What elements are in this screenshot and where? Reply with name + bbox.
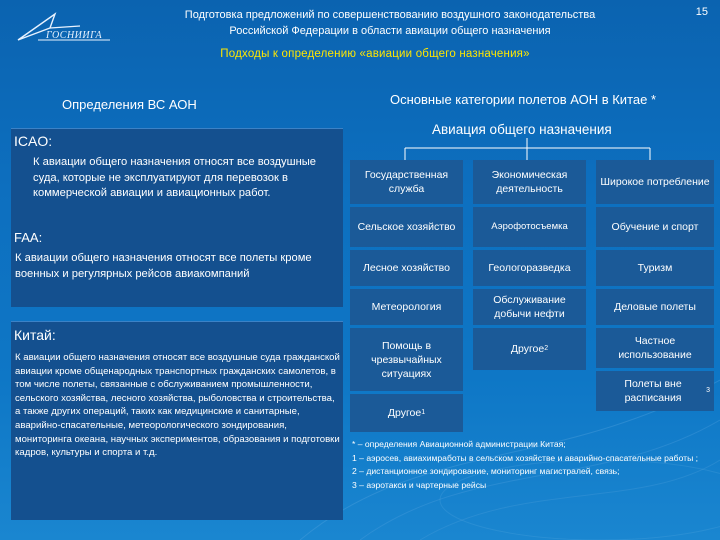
footnote-2: 2 – дистанционное зондирование, мониторинг магистралей, связь; (352, 466, 620, 476)
col2-item-oil: Обслуживание добычи нефти (473, 289, 586, 325)
logo-text: ГОСНИИГА (46, 30, 103, 41)
col1-other-label: Другое (387, 407, 422, 419)
col1-item-forestry: Лесное хозяйство (350, 250, 463, 286)
china-label: Китай: (14, 327, 56, 343)
col3-item-tourism: Туризм (596, 250, 714, 286)
footnote-3: 3 – аэротакси и чартерные рейсы (352, 479, 487, 490)
col3-item-unscheduled: Полеты вне расписания 3 (596, 371, 714, 411)
col2-title: Экономическая деятельность (473, 160, 586, 204)
faa-label: FAA: (14, 230, 43, 245)
icao-label: ICAO: (14, 133, 53, 149)
col3-item-private: Частное использование (596, 328, 714, 368)
col3-item-business: Деловые полеты (596, 289, 714, 325)
faa-definition: К авиации общего назначения относят все полеты кроме военных и регулярных рейсов авиакомпаний (15, 252, 312, 280)
footnote-asterisk: * – определения Авиационной администрации Китая; (352, 439, 566, 449)
col1-item-other: Другое 1 (350, 394, 463, 432)
china-definition: К авиации общего назначения относят все воздушные суда гражданской авиации кроме общенародных транспортных гражданских самолетов, в том числе полеты, связанные с обслуживанием промышленности, сельского хозяйства, лесного хозяйства, рыболовства и строительства, а также других операций, таких как медицинские и санитарные, аварийно-спасательные, метеорологического зондирования, мониторинга океана, научных экспериментов, образования и подготовки кадров, культуры и спорта и т.д. (15, 352, 340, 459)
col3-unscheduled-label: Полеты вне расписания (624, 378, 682, 404)
category-heading: Авиация общего назначения (432, 122, 612, 137)
icao-definition: К авиации общего назначения относят все воздушные суда, которые не эксплуатируют для перевозок в коммерческой авиации и авиационных работ. (33, 156, 317, 199)
col1-item-meteorology: Метеорология (350, 289, 463, 325)
col3-title: Широкое потребление (596, 160, 714, 204)
header-title-line2: Российской Федерации в области авиации общего назначения (229, 25, 551, 37)
col2-item-aerial-photo: Аэрофотосъемка (473, 207, 586, 247)
col1-item-emergency: Помощь в чрезвычайных ситуациях (350, 328, 463, 391)
page-header (130, 7, 650, 39)
left-heading: Определения ВС АОН (62, 97, 197, 112)
icao-faa-panel (11, 128, 343, 307)
header-title-line1: Подготовка предложений по совершенствованию воздушного законодательства (184, 9, 596, 21)
slide-subtitle: Подходы к определению «авиации общего назначения» (220, 48, 530, 60)
col3-item-training: Обучение и спорт (596, 207, 714, 247)
china-panel (11, 321, 343, 520)
footnotes (352, 438, 714, 492)
col2-other-label: Другое (510, 343, 545, 355)
page-number: 15 (695, 6, 708, 18)
right-heading: Основные категории полетов АОН в Китае * (390, 92, 657, 107)
col1-title: Государственная служба (350, 160, 463, 204)
footnote-1: 1 – аэросев, авиахимработы в сельском хозяйстве и аварийно-спасательные работы ; (352, 452, 699, 463)
col2-item-other: Другое 2 (473, 328, 586, 370)
col2-item-geology: Геологоразведка (473, 250, 586, 286)
col1-item-agriculture: Сельское хозяйство (350, 207, 463, 247)
